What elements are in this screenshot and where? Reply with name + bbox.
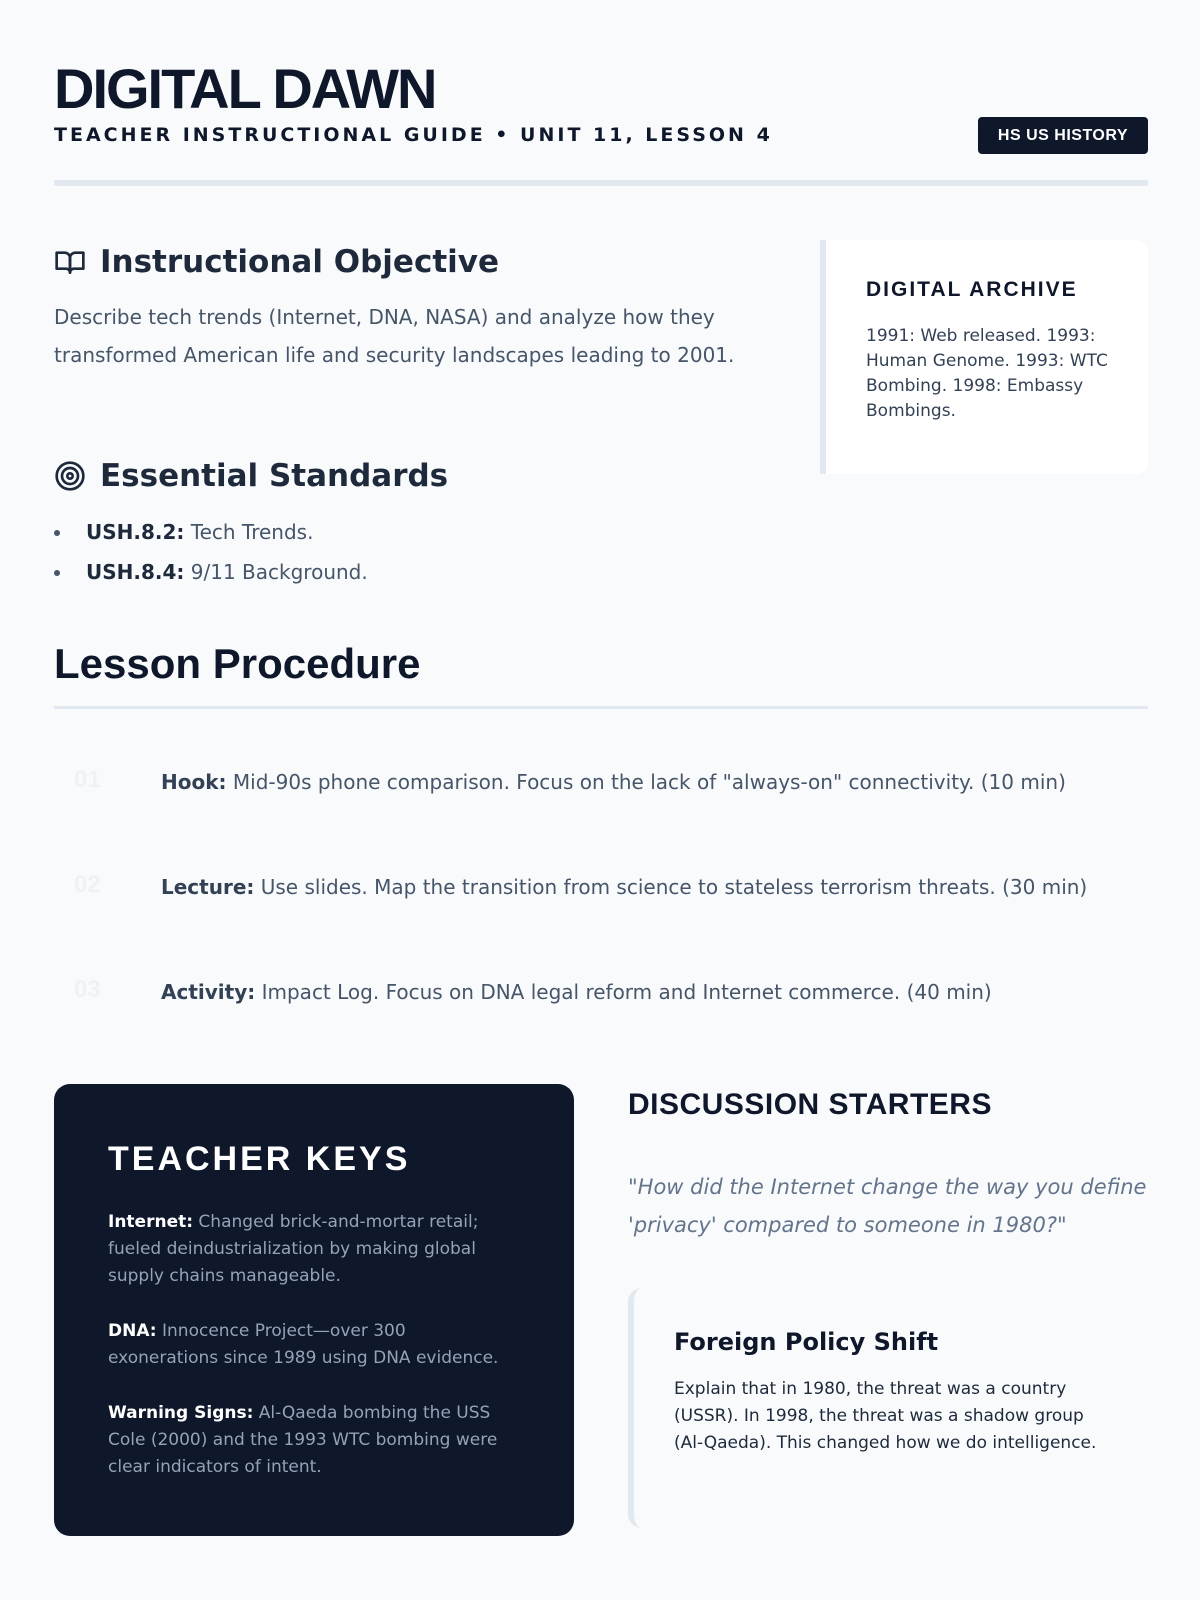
step-label: Hook: (161, 770, 227, 794)
key-label: Warning Signs: (108, 1403, 254, 1423)
procedure-step (54, 962, 1148, 1022)
page-subtitle: TEACHER INSTRUCTIONAL GUIDE • UNIT 11, LESSON 4 (54, 124, 773, 146)
key-text: Innocence Project—over 300 exonerations since 1989 using DNA evidence. (108, 1321, 499, 1368)
foreign-policy-card (628, 1288, 1148, 1528)
standard-code: USH.8.4: (86, 560, 185, 584)
standard-text: Tech Trends. (184, 520, 314, 544)
foreign-policy-title: Foreign Policy Shift (674, 1328, 939, 1356)
list-item (54, 552, 368, 592)
step-number: 02 (74, 871, 101, 898)
target-icon (54, 460, 86, 492)
step-description: Use slides. Map the transition from science to stateless terrorism threats. (30 min) (254, 875, 1088, 899)
foreign-policy-text: Explain that in 1980, the threat was a country (USSR). In 1998, the threat was a shadow group (Al-Qaeda). This changed how we do intelligence. (674, 1379, 1097, 1453)
step-text (161, 875, 1087, 899)
step-label: Activity: (161, 980, 256, 1004)
standards-list (54, 512, 368, 592)
open-book-icon (54, 246, 86, 278)
lesson-guide-page (54, 0, 1148, 1600)
key-item (108, 1318, 520, 1372)
key-text: Al-Qaeda bombing the USS Cole (2000) and the 1993 WTC bombing were clear indicators of intent. (108, 1403, 498, 1477)
archive-title: DIGITAL ARCHIVE (866, 278, 1078, 301)
step-text (161, 770, 1066, 794)
discussion-heading: DISCUSSION STARTERS (628, 1088, 992, 1121)
course-badge: HS US HISTORY (978, 117, 1148, 154)
standard-text: 9/11 Background. (184, 560, 368, 584)
list-item (54, 512, 368, 552)
key-label: Internet: (108, 1212, 194, 1232)
step-description: Mid-90s phone comparison. Focus on the lack of "always-on" connectivity. (10 min) (226, 770, 1066, 794)
key-item (108, 1400, 520, 1481)
standards-heading (54, 458, 448, 494)
procedure-step (54, 752, 1148, 812)
key-label: DNA: (108, 1321, 157, 1341)
standard-code: USH.8.2: (86, 520, 185, 544)
key-item (108, 1209, 520, 1290)
procedure-step (54, 857, 1148, 917)
procedure-heading: Lesson Procedure (54, 640, 421, 687)
standards-heading-label: Essential Standards (100, 458, 449, 494)
key-text: Changed brick-and-mortar retail; fueled deindustrialization by making global supply chains manageable. (108, 1212, 479, 1286)
digital-archive-card (820, 240, 1148, 474)
teacher-keys-card (54, 1084, 574, 1536)
page-title: DIGITAL DAWN (54, 57, 436, 120)
step-number: 01 (74, 766, 101, 793)
objective-heading-label: Instructional Objective (100, 244, 500, 280)
step-description: Impact Log. Focus on DNA legal reform and Internet commerce. (40 min) (255, 980, 992, 1004)
header-divider (54, 180, 1148, 186)
objective-text: Describe tech trends (Internet, DNA, NASA) and analyze how they transformed American life and security landscapes leading to 2001. (54, 305, 735, 367)
procedure-divider (54, 706, 1148, 709)
objective-heading (54, 244, 499, 280)
teacher-keys-title: TEACHER KEYS (108, 1140, 411, 1178)
discussion-quote: "How did the Internet change the way you define 'privacy' compared to someone in 1980?" (628, 1175, 1147, 1237)
step-label: Lecture: (161, 875, 255, 899)
archive-text: 1991: Web released. 1993: Human Genome. 1993: WTC Bombing. 1998: Embassy Bombings. (866, 326, 1108, 421)
step-text (161, 980, 992, 1004)
step-number: 03 (74, 976, 101, 1003)
